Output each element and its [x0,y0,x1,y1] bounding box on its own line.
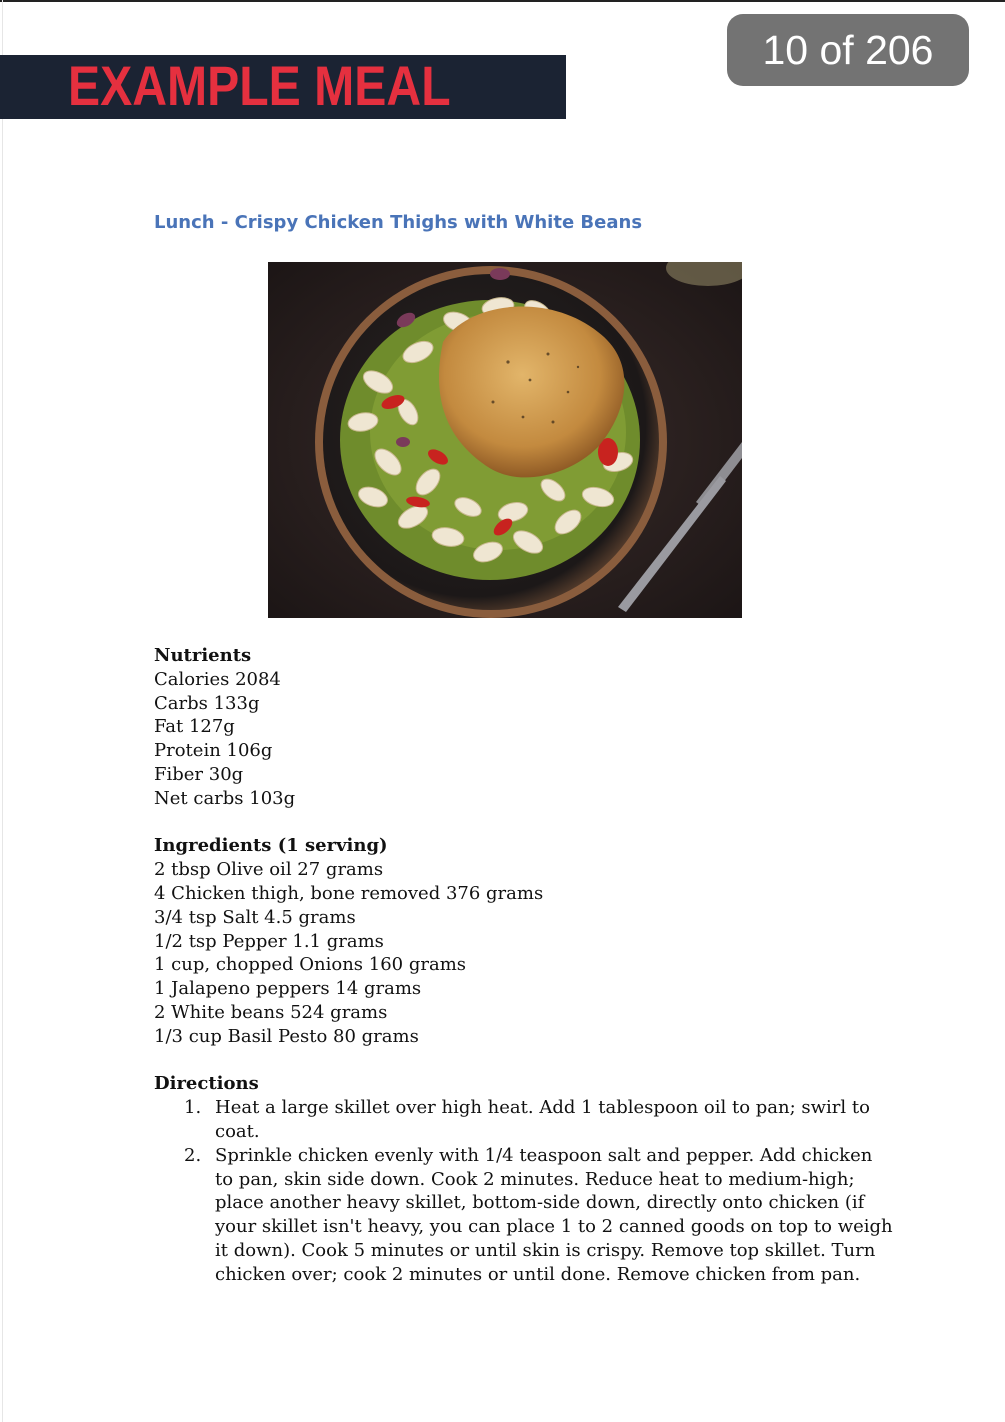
ingredient-item: 4 Chicken thigh, bone removed 376 grams [154,882,544,904]
header-banner [0,55,566,119]
ingredient-item: 1 Jalapeno peppers 14 grams [154,978,422,1000]
ingredient-item: 3/4 tsp Salt 4.5 grams [154,906,356,928]
directions-list [154,1096,893,1286]
direction-step [184,1096,870,1144]
nutrient-item: Protein 106g [154,740,273,762]
step-line: place another heavy skillet, bottom-side down, directly onto chicken (if [215,1192,865,1214]
recipe-title: Lunch - Crispy Chicken Thighs with White Beans [154,212,643,233]
step-line: chicken over; cook 2 minutes or until done. Remove chicken from pan. [215,1263,861,1285]
ingredient-item: 2 tbsp Olive oil 27 grams [154,859,384,881]
ingredient-item: 2 White beans 524 grams [154,1001,388,1023]
page-edge [2,0,3,1422]
step-line: it down). Cook 5 minutes or until skin is crispy. Remove top skillet. Turn [215,1239,876,1261]
ingredients-heading: Ingredients (1 serving) [154,835,388,857]
step-line: your skillet isn't heavy, you can place 1 to 2 canned goods on top to weigh [215,1216,893,1238]
direction-step [184,1144,893,1287]
step-line: to pan, skin side down. Cook 2 minutes. Reduce heat to medium-high; [215,1168,855,1190]
nutrient-item: Net carbs 103g [154,787,296,809]
nutrient-item: Fiber 30g [154,763,244,785]
nutrient-item: Calories 2084 [154,668,281,690]
ingredient-item: 1/2 tsp Pepper 1.1 grams [154,930,384,952]
step-number: 2. [184,1144,202,1166]
banner-title: EXAMPLE MEAL [68,55,451,117]
directions-heading: Directions [154,1073,259,1095]
top-rule [0,0,1005,2]
ingredient-item: 1/3 cup Basil Pesto 80 grams [154,1025,419,1047]
nutrient-item: Carbs 133g [154,692,260,714]
step-line: Heat a large skillet over high heat. Add 1 tablespoon oil to pan; swirl to [215,1097,870,1119]
recipe-details [154,644,893,1287]
meal-photo-icon [268,262,742,618]
step-line: Sprinkle chicken evenly with 1/4 teaspoon salt and pepper. Add chicken [215,1144,873,1166]
ingredient-item: 1 cup, chopped Onions 160 grams [154,954,467,976]
page-counter-badge[interactable]: 10 of 206 [727,14,969,86]
step-number: 1. [184,1097,202,1119]
step-line: coat. [215,1120,260,1142]
nutrient-item: Fat 127g [154,716,235,738]
nutrients-heading: Nutrients [154,645,252,666]
